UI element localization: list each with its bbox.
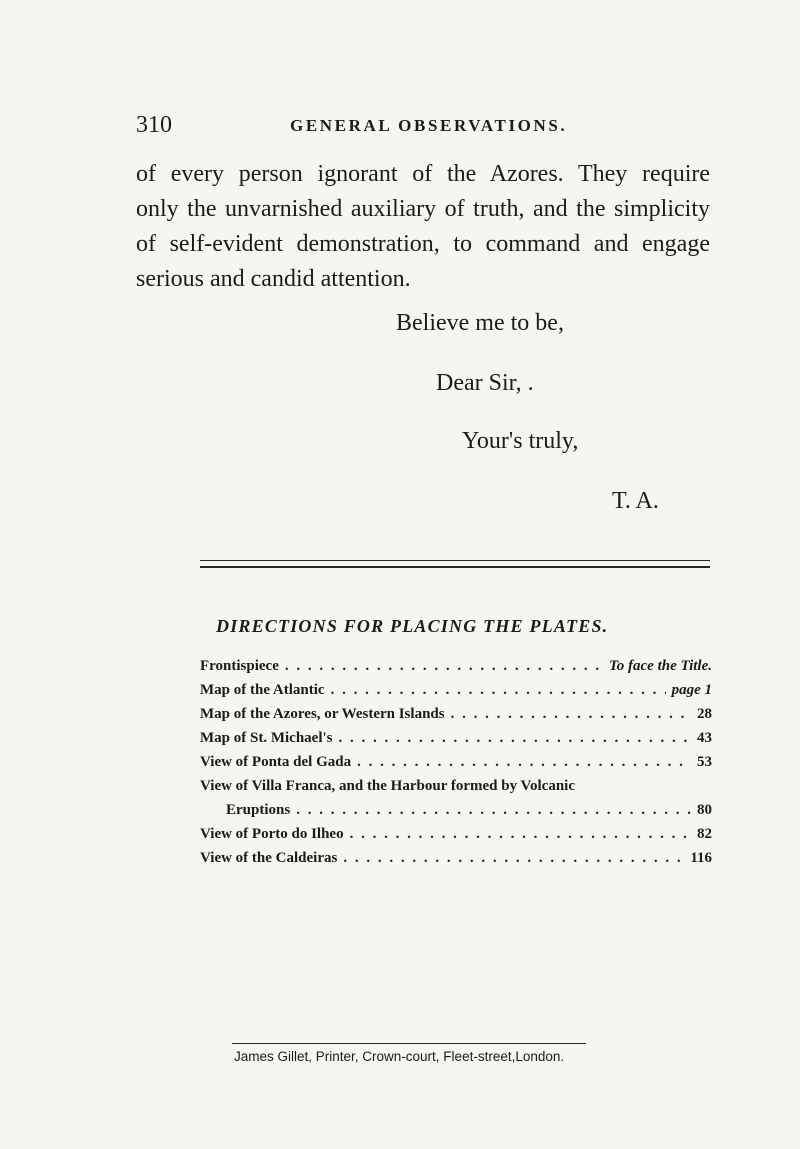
list-item	[200, 850, 712, 872]
salutation-line: Dear Sir, .	[436, 370, 534, 396]
list-item	[200, 730, 712, 752]
list-item	[200, 658, 712, 680]
leader-dots	[339, 730, 692, 747]
leader-dots	[285, 658, 603, 675]
list-item	[200, 754, 712, 776]
plate-page: 28	[697, 706, 712, 722]
imprint-divider	[232, 1043, 586, 1044]
list-item	[200, 706, 712, 728]
list-item	[200, 778, 712, 800]
plate-page: page 1	[671, 682, 712, 698]
printer-imprint: James Gillet, Printer, Crown-court, Fleet-street,London.	[234, 1049, 565, 1064]
plate-title: View of the Caldeiras	[200, 850, 338, 866]
plate-title: Map of the Azores, or Western Islands	[200, 706, 445, 722]
plate-page: 116	[690, 850, 712, 866]
page-number: 310	[136, 112, 172, 138]
running-head-title: GENERAL OBSERVATIONS.	[290, 116, 568, 135]
leader-dots	[357, 754, 691, 771]
list-item	[200, 826, 712, 848]
body-line: of every person ignorant of the Azores. They require	[136, 161, 710, 187]
list-item	[200, 802, 712, 824]
plate-page: 53	[697, 754, 712, 770]
leader-dots	[343, 850, 684, 867]
body-line: serious and candid attention.	[136, 266, 411, 292]
plate-title: View of Porto do Ilheo	[200, 826, 344, 842]
body-line: only the unvarnished auxiliary of truth, and the simplicity	[136, 196, 710, 222]
plate-title: View of Villa Franca, and the Harbour formed by Volcanic	[200, 778, 575, 794]
signature: T. A.	[612, 488, 659, 514]
body-line: of self-evident demonstration, to command and engage	[136, 231, 710, 257]
plate-page: 80	[697, 802, 712, 818]
plate-page: To face the Title.	[608, 658, 712, 674]
list-item	[200, 682, 712, 704]
closing-line: Your's truly,	[462, 428, 579, 454]
plate-page: 43	[697, 730, 712, 746]
plate-title: Map of the Atlantic	[200, 682, 325, 698]
plate-title: Eruptions	[226, 802, 291, 818]
plate-page: 82	[697, 826, 712, 842]
plate-title: Frontispiece	[200, 658, 279, 674]
leader-dots	[331, 682, 666, 699]
directions-heading: DIRECTIONS FOR PLACING THE PLATES.	[216, 616, 609, 636]
closing-line: Believe me to be,	[396, 310, 564, 336]
leader-dots	[296, 802, 691, 819]
running-head	[136, 112, 672, 142]
body-paragraph	[136, 157, 710, 297]
leader-dots	[451, 706, 691, 723]
plate-title: Map of St. Michael's	[200, 730, 333, 746]
section-divider	[200, 560, 710, 568]
plate-title: View of Ponta del Gada	[200, 754, 352, 770]
leader-dots	[350, 826, 691, 843]
